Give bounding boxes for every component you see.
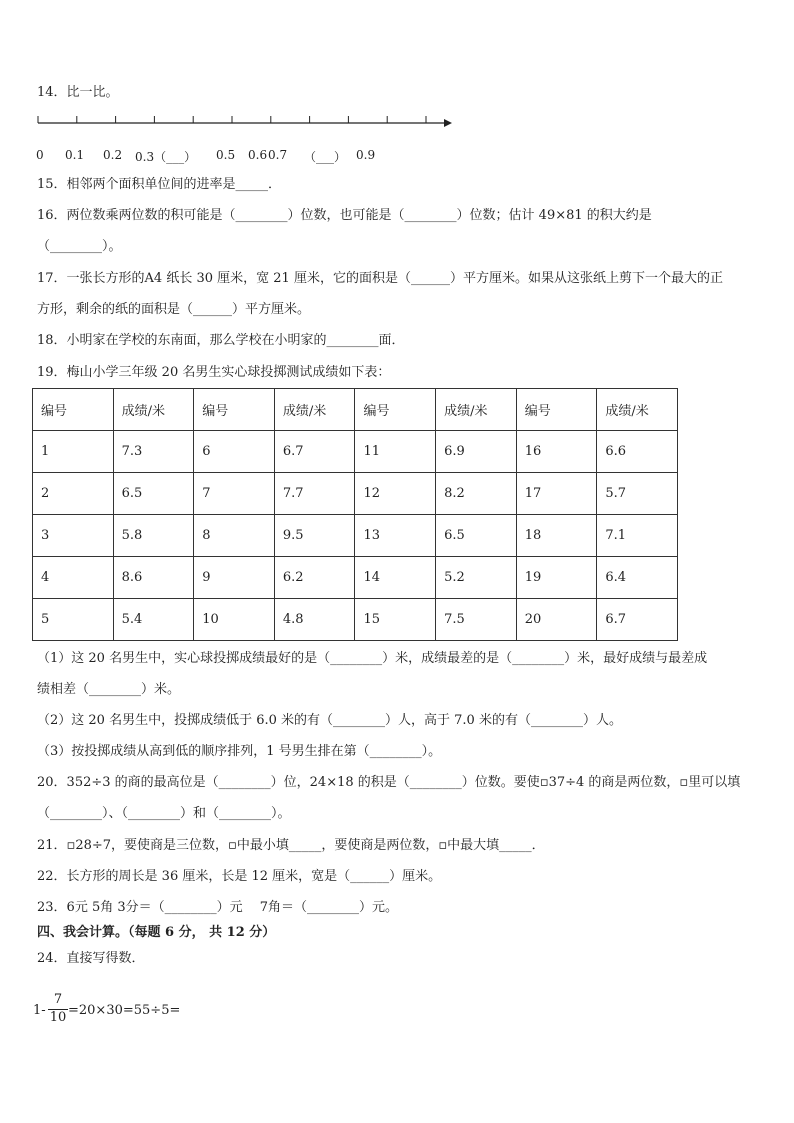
table-cell: 20	[516, 599, 597, 641]
table-cell: 6.9	[436, 431, 517, 473]
table-cell: 6.2	[274, 557, 355, 599]
section-4-heading: 四、我会计算。（每题 6 分， 共 12 分）	[37, 925, 276, 940]
q22: 22．长方形的周长是 36 厘米，长是 12 厘米，宽是（______）厘米。	[37, 869, 442, 884]
table-header-row	[33, 389, 678, 431]
q19-sub3: （3）按投掷成绩从高到低的顺序排列，1 号男生排在第（________）。	[37, 744, 442, 759]
table-cell: 9.5	[274, 515, 355, 557]
table-cell: 11	[355, 431, 436, 473]
table-cell: 12	[355, 473, 436, 515]
nl-label: 0.1	[65, 148, 85, 162]
nl-label: 0	[36, 148, 44, 162]
table-cell: 18	[516, 515, 597, 557]
q18: 18．小明家在学校的东南面，那么学校在小明家的________面．	[37, 333, 405, 348]
table-cell: 7	[194, 473, 275, 515]
table-cell: 4	[33, 557, 114, 599]
table-cell: 7.5	[436, 599, 517, 641]
table-cell: 7.3	[113, 431, 194, 473]
table-header-cell: 编号	[516, 389, 597, 431]
table-cell: 6.4	[597, 557, 678, 599]
nl-label: 0.6	[248, 148, 268, 162]
table-cell: 6.5	[113, 473, 194, 515]
table-cell: 6	[194, 431, 275, 473]
q19-sub2: （2）这 20 名男生中，投掷成绩低于 6.0 米的有（________）人，高于 7.0 米的有（________）人。	[37, 713, 622, 728]
q24-expressions: =20×30=55÷5=	[68, 1003, 181, 1018]
table-cell: 9	[194, 557, 275, 599]
table-cell: 16	[516, 431, 597, 473]
q21: 21．▫28÷7，要使商是三位数，▫中最小填_____，要使商是两位数，▫中最大填_____．	[37, 838, 545, 853]
table-cell: 4.8	[274, 599, 355, 641]
q20-line2: （________）、（________）和（________）。	[37, 806, 291, 821]
q14-title: 14．比一比。	[37, 85, 119, 100]
table-cell: 5.7	[597, 473, 678, 515]
q17-line2: 方形，剩余的纸的面积是（______）平方厘米。	[37, 302, 311, 317]
table-cell: 5.4	[113, 599, 194, 641]
table-row	[33, 515, 678, 557]
number-line	[0, 110, 794, 134]
q23: 23．6元 5角 3分＝（________）元 7角＝（________）元。	[37, 900, 399, 915]
table-cell: 8.6	[113, 557, 194, 599]
table-header-cell: 编号	[194, 389, 275, 431]
table-row	[33, 599, 678, 641]
table-cell: 6.5	[436, 515, 517, 557]
table-row	[33, 431, 678, 473]
table-cell: 3	[33, 515, 114, 557]
nl-label: （___）	[304, 150, 347, 164]
table-cell: 14	[355, 557, 436, 599]
table-cell: 10	[194, 599, 275, 641]
table-cell: 8	[194, 515, 275, 557]
q24-title: 24．直接写得数．	[37, 951, 145, 966]
table-cell: 1	[33, 431, 114, 473]
table-header-cell: 编号	[355, 389, 436, 431]
table-header-cell: 成绩/米	[436, 389, 517, 431]
q17-line1: 17．一张长方形的A4 纸长 30 厘米，宽 21 厘米，它的面积是（______）平方厘米。如果从这张纸上剪下一个最大的正	[37, 271, 723, 286]
q16-line1: 16．两位数乘两位数的积可能是（________）位数，也可能是（________）位数；估计 49×81 的积大约是	[37, 208, 652, 223]
table-cell: 17	[516, 473, 597, 515]
q20-line1: 20．352÷3 的商的最高位是（________）位，24×18 的积是（________）位数。要使▫37÷4 的商是两位数，▫里可以填	[37, 775, 741, 790]
q24-prefix: 1-	[33, 1003, 46, 1018]
table-header-cell: 编号	[33, 389, 114, 431]
q19-title: 19．梅山小学三年级 20 名男生实心球投掷测试成绩如下表：	[37, 365, 391, 380]
table-cell: 15	[355, 599, 436, 641]
nl-label: 0.2	[103, 148, 123, 162]
nl-label: 0.9	[356, 148, 376, 162]
table-cell: 5.2	[436, 557, 517, 599]
table-row	[33, 473, 678, 515]
table-cell: 5	[33, 599, 114, 641]
q19-sub1-line2: 绩相差（________）米。	[37, 682, 181, 697]
fraction-numerator: 7	[53, 992, 63, 1007]
arrow-icon	[444, 119, 452, 127]
table-cell: 19	[516, 557, 597, 599]
q15: 15．相邻两个面积单位间的进率是_____．	[37, 177, 282, 192]
table-cell: 5.8	[113, 515, 194, 557]
nl-label: 0.3（___）	[135, 150, 197, 164]
table-cell: 7.7	[274, 473, 355, 515]
table-cell: 13	[355, 515, 436, 557]
table-cell: 2	[33, 473, 114, 515]
fraction-denominator: 10	[49, 1010, 67, 1025]
q16-line2: （________）。	[37, 239, 122, 254]
table-cell: 7.1	[597, 515, 678, 557]
table-row	[33, 557, 678, 599]
table-cell: 6.6	[597, 431, 678, 473]
table-cell: 6.7	[274, 431, 355, 473]
scores-table	[32, 388, 678, 641]
nl-label: 0.7	[268, 148, 288, 162]
table-header-cell: 成绩/米	[274, 389, 355, 431]
q19-sub1-line1: （1）这 20 名男生中，实心球投掷成绩最好的是（________）米，成绩最差的是（________）米，最好成绩与最差成	[37, 651, 708, 666]
table-cell: 8.2	[436, 473, 517, 515]
table-cell: 6.7	[597, 599, 678, 641]
nl-label: 0.5	[216, 148, 236, 162]
table-header-cell: 成绩/米	[113, 389, 194, 431]
table-header-cell: 成绩/米	[597, 389, 678, 431]
